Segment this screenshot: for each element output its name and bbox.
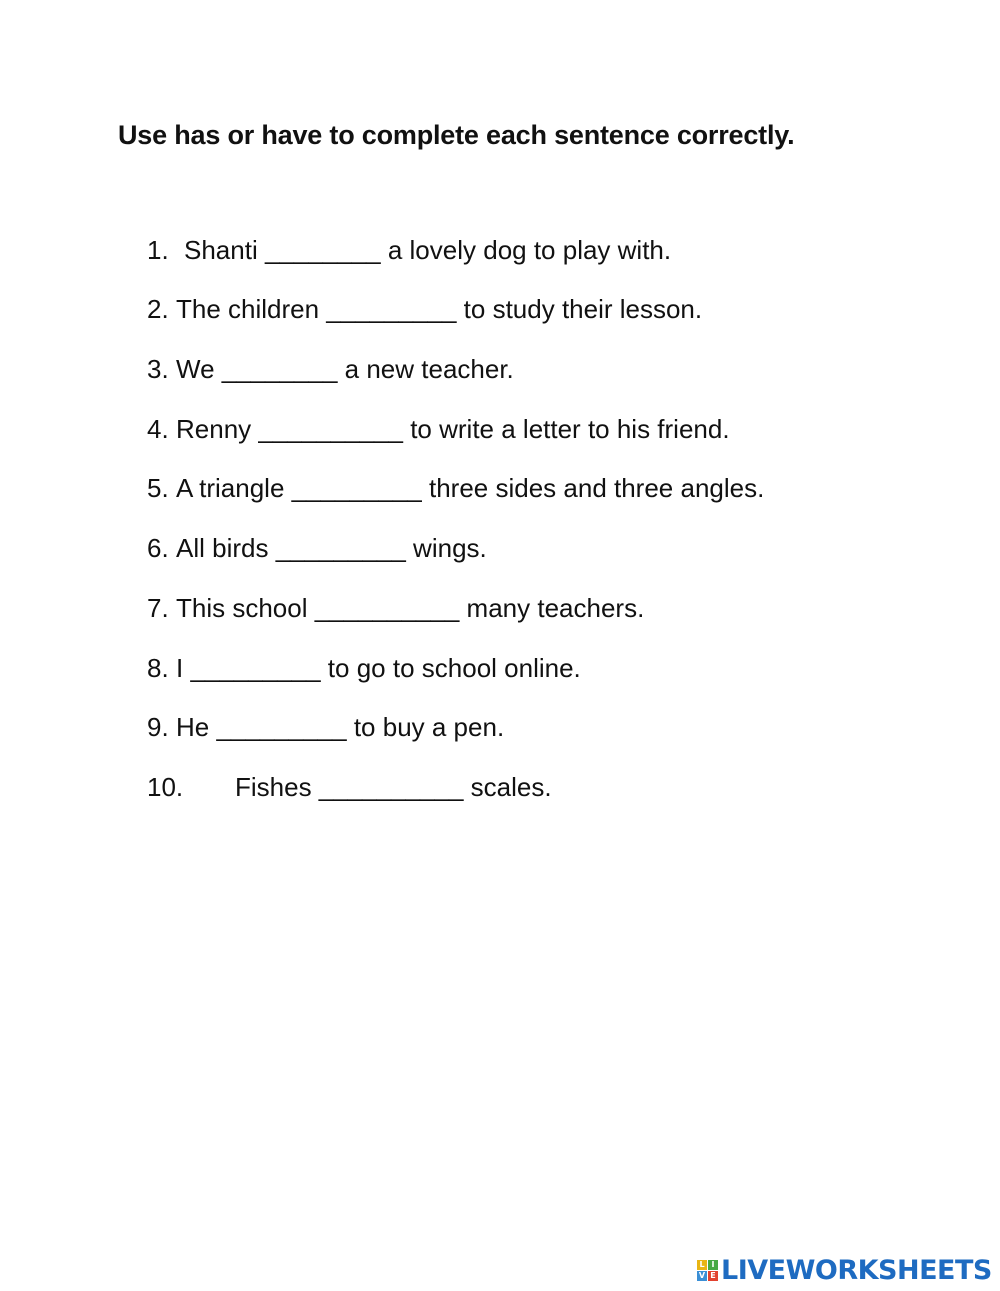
- question-item: [147, 651, 581, 685]
- question-item: [147, 471, 764, 505]
- logo-mark-tile: I: [708, 1260, 718, 1270]
- question-text: All birds _________ wings.: [176, 533, 487, 563]
- logo-text: LIVEWORKSHEETS: [721, 1254, 992, 1286]
- logo-mark-tile: E: [708, 1271, 718, 1281]
- question-text: We ________ a new teacher.: [176, 354, 514, 384]
- question-number: 3.: [147, 354, 169, 384]
- question-item: [147, 591, 644, 625]
- instruction-heading: Use has or have to complete each sentence correctly.: [118, 120, 795, 150]
- question-number: 9.: [147, 712, 169, 742]
- question-number: 5.: [147, 473, 169, 503]
- question-item: [147, 292, 702, 326]
- logo-mark-icon: [697, 1260, 718, 1281]
- question-item: [147, 412, 730, 446]
- logo-mark-tile: V: [698, 1270, 706, 1280]
- question-text: Shanti ________ a lovely dog to play with.: [184, 235, 672, 265]
- question-number: 8.: [147, 653, 169, 683]
- question-text: This school __________ many teachers.: [176, 593, 645, 623]
- question-text: A triangle _________ three sides and three angles.: [176, 473, 765, 503]
- question-number: 1.: [147, 235, 169, 265]
- logo-mark-tile: L: [697, 1260, 707, 1270]
- question-text: I _________ to go to school online.: [176, 653, 581, 683]
- question-number: 2.: [147, 294, 169, 324]
- question-item: [147, 233, 671, 267]
- question-text: He _________ to buy a pen.: [176, 712, 505, 742]
- question-text: Renny __________ to write a letter to his friend.: [176, 414, 730, 444]
- question-item: [147, 770, 552, 804]
- question-number: 6.: [147, 533, 169, 563]
- question-item: [147, 710, 504, 744]
- question-number: 10.: [147, 772, 184, 802]
- question-number: 7.: [147, 593, 169, 623]
- question-text: The children _________ to study their lesson.: [176, 294, 703, 324]
- question-text: Fishes __________ scales.: [235, 772, 552, 802]
- question-item: [147, 531, 487, 565]
- question-number: 4.: [147, 414, 169, 444]
- question-item: [147, 352, 514, 386]
- liveworksheets-logo: [697, 1255, 992, 1285]
